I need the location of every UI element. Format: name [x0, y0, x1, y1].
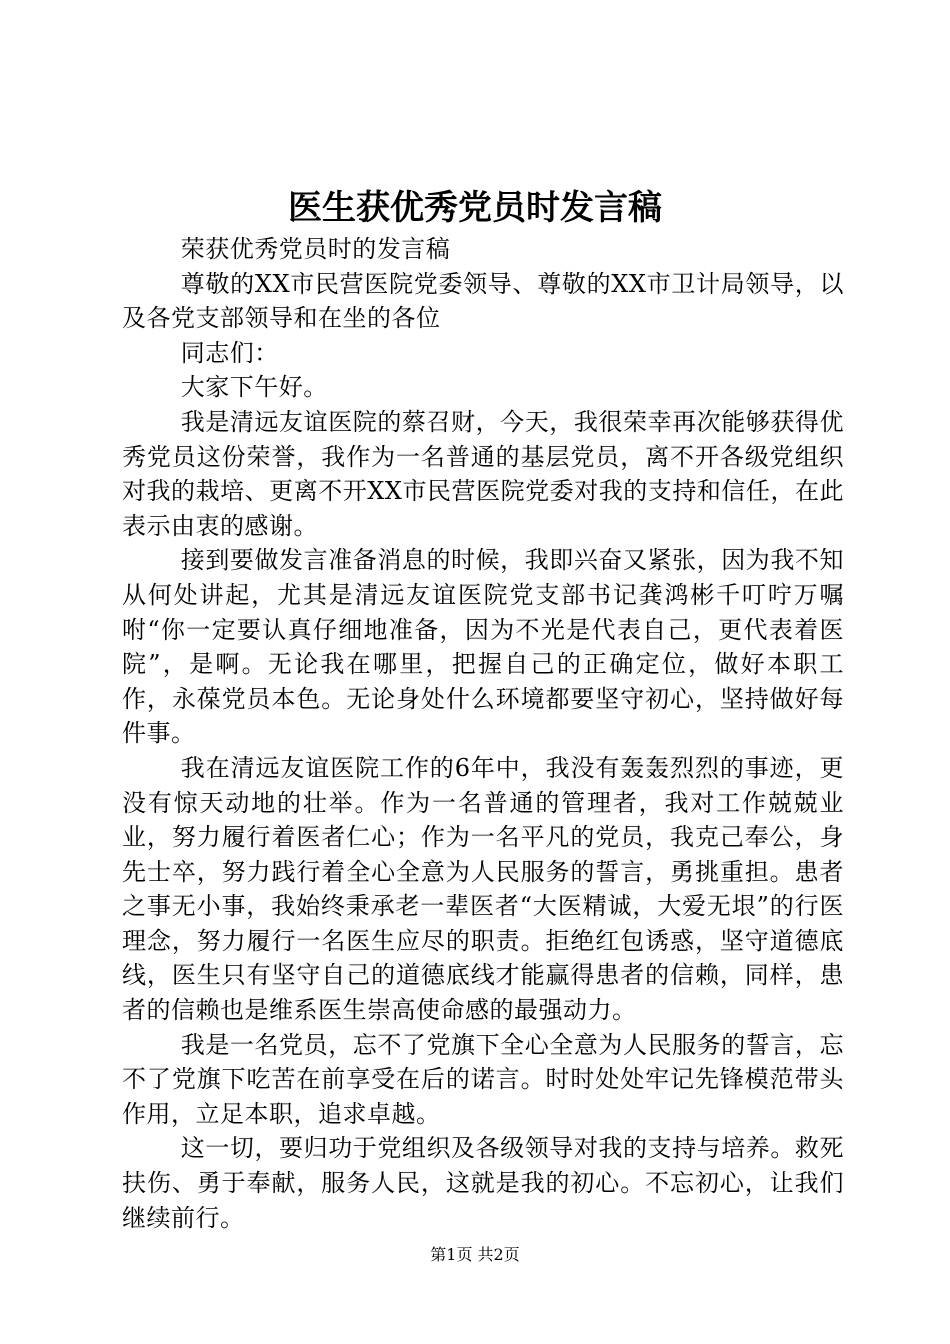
paragraph-preparation: 接到要做发言准备消息的时候，我即兴奋又紧张，因为我不知从何处讲起，尤其是清远友谊医院党支部书记龚鸿彬千叮咛万嘱咐“你一定要认真仔细地准备，因为不光是代表自己，更代表着医院”，是啊。无论我在哪里，把握自己的正确定位，做好本职工作，永葆党员本色。无论身处什么环境都要坚守初心，坚持做好每件事。	[122, 546, 844, 748]
paragraph-party-member: 我是一名党员，忘不了党旗下全心全意为人民服务的誓言，忘不了党旗下吃苦在前享受在后的诺言。时时处处牢记先锋模范带头作用，立足本职，追求卓越。	[122, 1030, 844, 1128]
paragraph-salutation: 尊敬的XX市民营医院党委领导、尊敬的XX市卫计局领导，以及各党支部领导和在坐的各位	[122, 269, 844, 333]
paragraph-subtitle: 荣获优秀党员时的发言稿	[180, 235, 451, 263]
document-body	[122, 232, 844, 1235]
document-title: 医生获优秀党员时发言稿	[288, 188, 662, 228]
paragraph-comrades: 同志们：	[180, 338, 279, 367]
paragraph-greeting: 大家下午好。	[180, 373, 328, 402]
paragraph-work-experience: 我在清远友谊医院工作的6年中，我没有轰轰烈烈的事迹，更没有惊天动地的壮举。作为一名普通的管理者，我对工作兢兢业业，努力履行着医者仁心；作为一名平凡的党员，我克己奉公，身先士卒，努力践行着全心全意为人民服务的誓言，勇挑重担。患者之事无小事，我始终秉承老一辈医者“大医精诚，大爱无垠”的行医理念，努力履行一名医生应尽的职责。拒绝红包诱惑，坚守道德底线，医生只有坚守自己的道德底线才能赢得患者的信赖，同样，患者的信赖也是维系医生崇高使命感的最强动力。	[122, 753, 844, 1025]
paragraph-introduction: 我是清远友谊医院的蔡召财，今天，我很荣幸再次能够获得优秀党员这份荣誉，我作为一名普通的基层党员，离不开各级党组织对我的栽培、更离不开XX市民营医院党委对我的支持和信任，在此表示由衷的感谢。	[122, 407, 844, 540]
page-footer: 第1页 共2页	[430, 1245, 520, 1264]
paragraph-conclusion: 这一切，要归功于党组织及各级领导对我的支持与培养。救死扶伤、勇于奉献，服务人民，这就是我的初心。不忘初心，让我们继续前行。	[122, 1134, 844, 1232]
